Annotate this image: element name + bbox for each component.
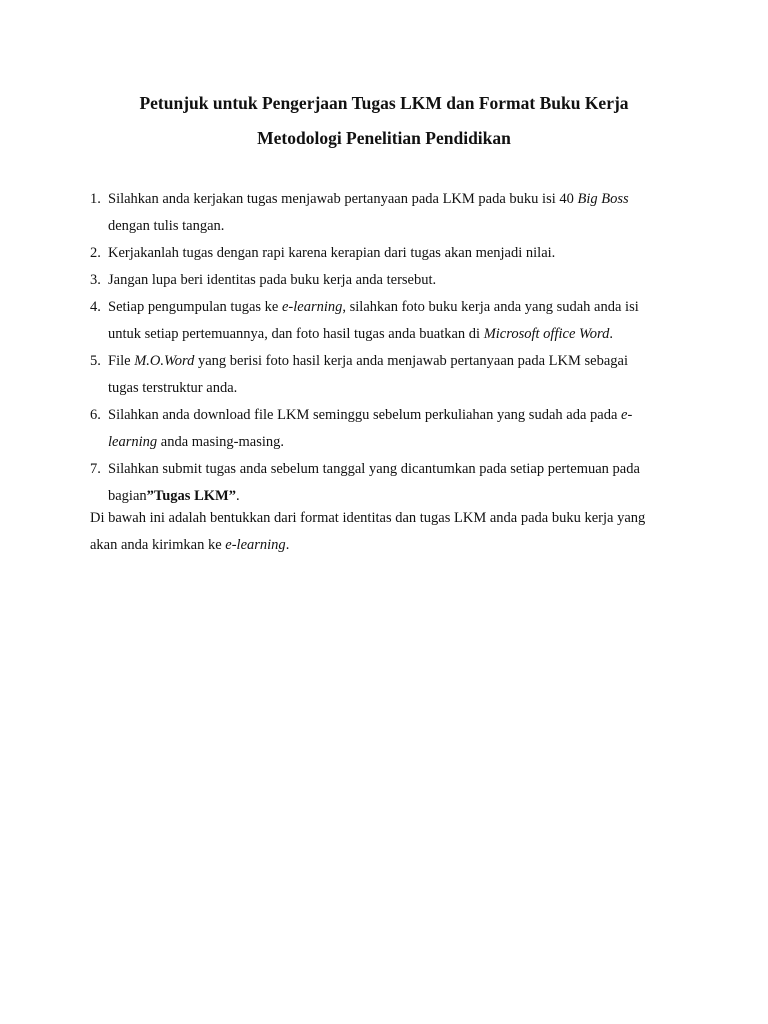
list-item <box>90 186 690 240</box>
list-text-bold: ”Tugas LKM” <box>146 488 236 504</box>
list-number: 6. <box>90 407 101 423</box>
list-item <box>90 267 690 294</box>
closing-paragraph <box>90 505 690 559</box>
list-text-italic: Big Boss <box>577 191 629 207</box>
list-line <box>108 186 690 213</box>
document-title-line-1: Petunjuk untuk Pengerjaan Tugas LKM dan Format Buku Kerja <box>139 93 629 113</box>
list-number: 3. <box>90 272 101 288</box>
list-item <box>90 456 690 510</box>
closing-line: Di bawah ini adalah bentukkan dari format identitas dan tugas LKM anda pada buku kerja yang <box>90 510 646 526</box>
list-text: Setiap pengumpulan tugas ke <box>108 299 282 315</box>
list-text: Silahkan anda download file LKM seminggu sebelum perkuliahan yang sudah ada pada <box>108 407 622 423</box>
list-text: untuk setiap pertemuannya, dan foto hasil tugas anda buatkan di <box>108 326 484 342</box>
list-item <box>90 348 690 402</box>
closing-line <box>90 532 690 559</box>
list-line <box>108 294 690 321</box>
list-text: Silahkan anda kerjakan tugas menjawab pertanyaan pada LKM pada buku isi 40 <box>108 191 578 207</box>
list-text: bagian <box>108 488 147 504</box>
list-text: anda masing-masing. <box>157 434 284 450</box>
list-line <box>108 429 690 456</box>
list-text: File <box>108 353 135 369</box>
list-number: 1. <box>90 191 101 207</box>
closing-text: . <box>285 537 290 553</box>
list-line: tugas terstruktur anda. <box>108 380 238 396</box>
list-line: Jangan lupa beri identitas pada buku kerja anda tersebut. <box>108 272 437 288</box>
list-line <box>108 348 690 375</box>
closing-text: akan anda kirimkan ke <box>90 537 226 553</box>
list-number: 5. <box>90 353 101 369</box>
list-text: yang berisi foto hasil kerja anda menjawab pertanyaan pada LKM sebagai <box>194 353 628 369</box>
list-text-italic: e-learning <box>281 299 343 315</box>
list-item <box>90 294 690 348</box>
list-item <box>90 240 690 267</box>
list-text-italic: e- <box>621 407 633 423</box>
list-text: . <box>609 326 613 342</box>
instruction-list <box>90 186 690 510</box>
document-title-line-2: Metodologi Penelitian Pendidikan <box>257 128 511 148</box>
list-number: 2. <box>90 245 101 261</box>
list-line: Silahkan submit tugas anda sebelum tanggal yang dicantumkan pada setiap pertemuan pada <box>108 461 640 477</box>
list-line <box>108 402 690 429</box>
list-line: dengan tulis tangan. <box>108 218 225 234</box>
list-number: 4. <box>90 299 101 315</box>
list-number: 7. <box>90 461 101 477</box>
list-line: Kerjakanlah tugas dengan rapi karena kerapian dari tugas akan menjadi nilai. <box>108 245 556 261</box>
list-text-italic: Microsoft office Word <box>483 326 610 342</box>
list-text: . <box>235 488 240 504</box>
list-text-italic: M.O.Word <box>134 353 195 369</box>
list-text: , silahkan foto buku kerja anda yang sudah anda isi <box>342 299 639 315</box>
closing-text-italic: e-learning <box>225 537 286 553</box>
list-line <box>108 321 690 348</box>
list-text-italic: learning <box>108 434 158 450</box>
list-item <box>90 402 690 456</box>
